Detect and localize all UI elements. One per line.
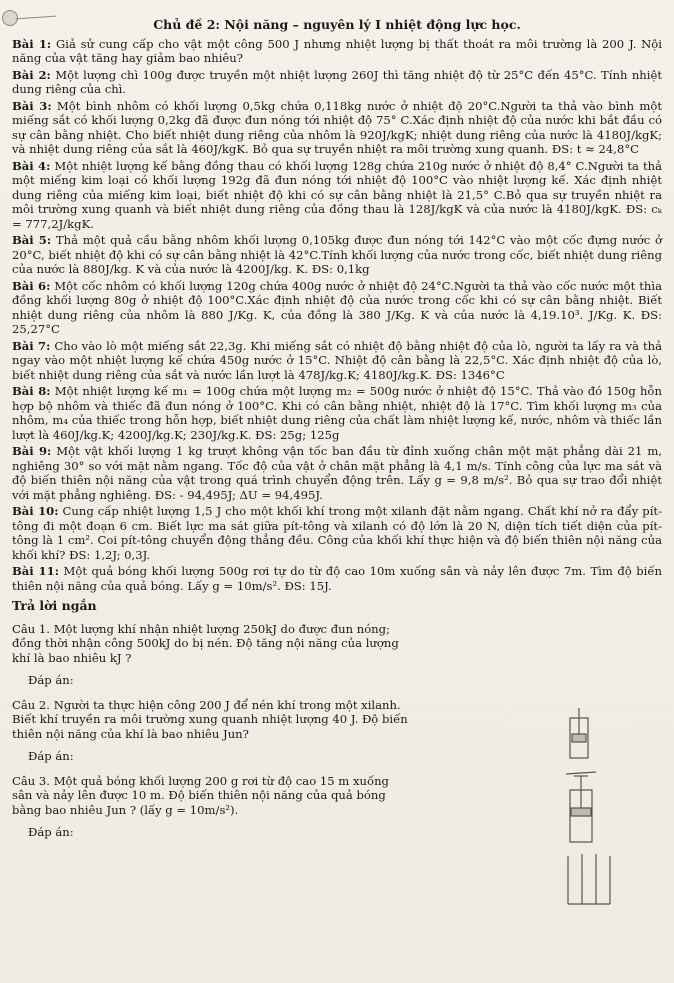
problem-item — [12, 564, 662, 593]
problem-list — [12, 37, 662, 594]
question-text: Một lượng khí nhận nhiệt lượng 250kJ do được đun nóng; đồng thời nhận công 500kJ do bị nén. Độ tăng nội năng của lượng khí là bao nhiêu kJ ? — [12, 621, 399, 665]
problem-text: Thả một quả cầu bằng nhôm khối lượng 0,105kg được đun nóng tới 142°C vào một cốc đựng nước ở 20°C, biết nhiệt độ khi có sự cân bằng nhiệt là 42°C.Tính khối lượng của nước trong cốc, biết nhiệt dung riêng của nước là 880J/kg. K và của nước là 4200J/kg. K. ĐS: 0,1kg — [12, 233, 663, 276]
problem-text: Một bình nhôm có khối lượng 0,5kg chứa 0,118kg nước ở nhiệt độ 20°C.Người ta thả vào bình một miếng sắt có khối lượng 0,2kg đã được đun nóng tới nhiệt độ 75° C.Xác định nhiệt độ của nước khi bắt đầu có sự cân bằng nhiệt. Cho biết nhiệt dung riêng của nhôm là 920J/kgK; nhiệt dung riêng của nước là 4180J/kgK; và nhiệt dung riêng của sắt là 460J/kgK. Bỏ qua sự truyền nhiệt ra môi trường xung quanh. ĐS: t ≈ 24,8°C — [12, 98, 662, 156]
cylinder-icon-1 — [570, 708, 588, 758]
problem-label: Bài 9: — [12, 444, 52, 458]
section-heading-short-answer: Trả lời ngắn — [12, 598, 97, 613]
question-label: Câu 3. — [12, 773, 50, 788]
problem-item — [12, 37, 662, 66]
problem-text: Một nhiệt lượng kế bằng đồng thau có khối lượng 128g chứa 210g nước ở nhiệt độ 8,4° C.Người ta thả một miếng kim loại có khối lượng 192g đã đun nóng tới nhiệt độ 100°C vào nhiệt lượng kế. Xác định nhiệt dung riêng của miếng kim loại, biết nhiệt độ khi có sự cân bằng nhiệt là 21,5° C.Bỏ qua sự truyền nhiệt ra môi trường xung quanh và biết nhiệt dung riêng của đồng thau là 128J/kgK và của nước là 4180J/kgK. ĐS: cₖ = 777,2J/kgK. — [12, 158, 662, 231]
question-label: Câu 1. — [12, 621, 50, 636]
page-title: Chủ đề 2: Nội năng – nguyên lý I nhiệt động lực học. — [153, 17, 521, 32]
cylinder-icon-2 — [566, 772, 596, 842]
answer-field[interactable]: Đáp án: — [28, 673, 74, 687]
short-question-item — [12, 698, 412, 742]
problem-item — [12, 233, 662, 277]
problem-text: Cho vào lò một miếng sắt 22,3g. Khi miếng sắt có nhiệt độ bằng nhiệt độ của lò, người ta lấy ra và thả ngay vào một nhiệt lượng kế chứa 450g nước ở 15°C. Nhiệt độ cân bằng là 22,5°C. Xác định nhiệt độ của lò, biết nhiệt dung riêng của sắt và nước lần lượt là 478J/kg.K; 4180J/kg.K. ĐS: 1346°C — [12, 338, 663, 382]
problem-item — [12, 504, 662, 562]
answer-field[interactable]: Đáp án: — [28, 749, 74, 763]
problem-label: Bài 2: — [12, 67, 51, 82]
problem-item — [12, 384, 662, 442]
problem-text: Một nhiệt lượng kế m₁ = 100g chứa một lượng m₂ = 500g nước ở nhiệt độ 15°C. Thả vào đó 150g hỗn hợp bộ nhôm và thiếc đã đun nóng ở 100°C. Khi có cân bằng nhiệt, nhiệt độ là 17°C. Tìm khối lượng m₃ của nhôm, m₄ của thiếc trong hỗn hợp, biết nhiệt dung riêng của chất làm nhiệt lượng kế, nước, nhôm và thiếc lần lượt là 460J/kg.K; 4200J/kg.K; 230J/kg.K. ĐS: 25g; 125g — [12, 384, 662, 442]
problem-item — [12, 279, 662, 337]
question-text: Người ta thực hiện công 200 J để nén khí trong một xilanh. Biết khí truyền ra môi trường xung quanh nhiệt lượng 40 J. Độ biến thiên nội năng của khí là bao nhiêu Jun? — [12, 697, 408, 741]
problem-text: Giả sử cung cấp cho vật một công 500 J nhưng nhiệt lượng bị thất thoát ra môi trường là 200 J. Nội năng của vật tăng hay giảm bao nhiêu? — [12, 36, 662, 65]
problem-label: Bài 1: — [12, 36, 52, 51]
problem-item — [12, 68, 662, 97]
problem-label: Bài 3: — [12, 98, 52, 113]
figure-illustrations — [470, 706, 670, 966]
problem-text: Một cốc nhôm có khối lượng 120g chứa 400g nước ở nhiệt độ 24°C.Người ta thả vào cốc nước một thìa đồng khối lượng 80g ở nhiệt độ 100°C.Xác định nhiệt độ của nước trong cốc khi có sự cân bằng nhiệt. Biết nhiệt dung riêng của nhôm là 880 J/Kg. K, của đồng là 380 J/Kg. K và của nước là 4,19.10³. J/Kg. K. ĐS: 25,27°C — [12, 278, 663, 336]
problem-text: Một vật khối lượng 1 kg trượt không vận tốc ban đầu từ đỉnh xuống chân một mặt phẳng dài 21 m, nghiêng 30° so với mặt nằm ngang. Tốc độ của vật ở chân mặt phẳng là 4,1 m/s. Tính công của lực ma sát và độ biến thiên nội năng của vật trong quá trình chuyển động trên. Lấy g = 9,8 m/s². Bỏ qua sự trao đổi nhiệt với mặt phẳng nghiêng. ĐS: - 94,495J; ΔU = 94,495J. — [12, 444, 662, 502]
cylinder-icon-3 — [568, 854, 610, 904]
problem-label: Bài 8: — [12, 384, 51, 398]
problem-text: Một lượng chì 100g được truyền một nhiệt lượng 260J thì tăng nhiệt độ từ 25°C đến 45°C. Tính nhiệt dung riêng của chì. — [12, 67, 662, 96]
problem-text: Cung cấp nhiệt lượng 1,5 J cho một khối khí trong một xilanh đặt nằm ngang. Chất khí nở ra đẩy pít-tông đi một đoạn 6 cm. Biết lực ma sát giữa pít-tông và xilanh có độ lớn là 20 N, diện tích tiết diện của pít-tông là 1 cm². Coi pít-tông chuyển động thẳng đều. Công của khối khí thực hiện và độ biến thiên nội năng của khối khí? ĐS: 1,2J; 0,3J. — [12, 504, 662, 562]
problem-label: Bài 4: — [12, 158, 51, 173]
problem-label: Bài 6: — [12, 278, 51, 293]
question-text: Một quả bóng khối lượng 200 g rơi từ độ cao 15 m xuống sân và nảy lên được 10 m. Độ biến thiên nội năng của quả bóng bằng bao nhiêu Jun ? (lấy g = 10m/s²). — [12, 773, 389, 817]
problem-label: Bài 7: — [12, 338, 51, 353]
question-label: Câu 2. — [12, 697, 50, 712]
problem-item — [12, 444, 662, 502]
problem-label: Bài 10: — [12, 504, 59, 518]
short-question-item — [12, 774, 412, 818]
problem-text: Một quả bóng khối lượng 500g rơi tự do từ độ cao 10m xuống sân và nảy lên được 7m. Tìm độ biến thiên nội năng của quả bóng. Lấy g = 10m/s². ĐS: 15J. — [12, 564, 662, 593]
problem-item — [12, 159, 662, 232]
problem-label: Bài 11: — [12, 564, 59, 578]
short-question-item — [12, 622, 412, 666]
answer-field[interactable]: Đáp án: — [28, 825, 74, 839]
problem-label: Bài 5: — [12, 233, 52, 247]
problem-item — [12, 339, 662, 383]
problem-item — [12, 99, 662, 157]
